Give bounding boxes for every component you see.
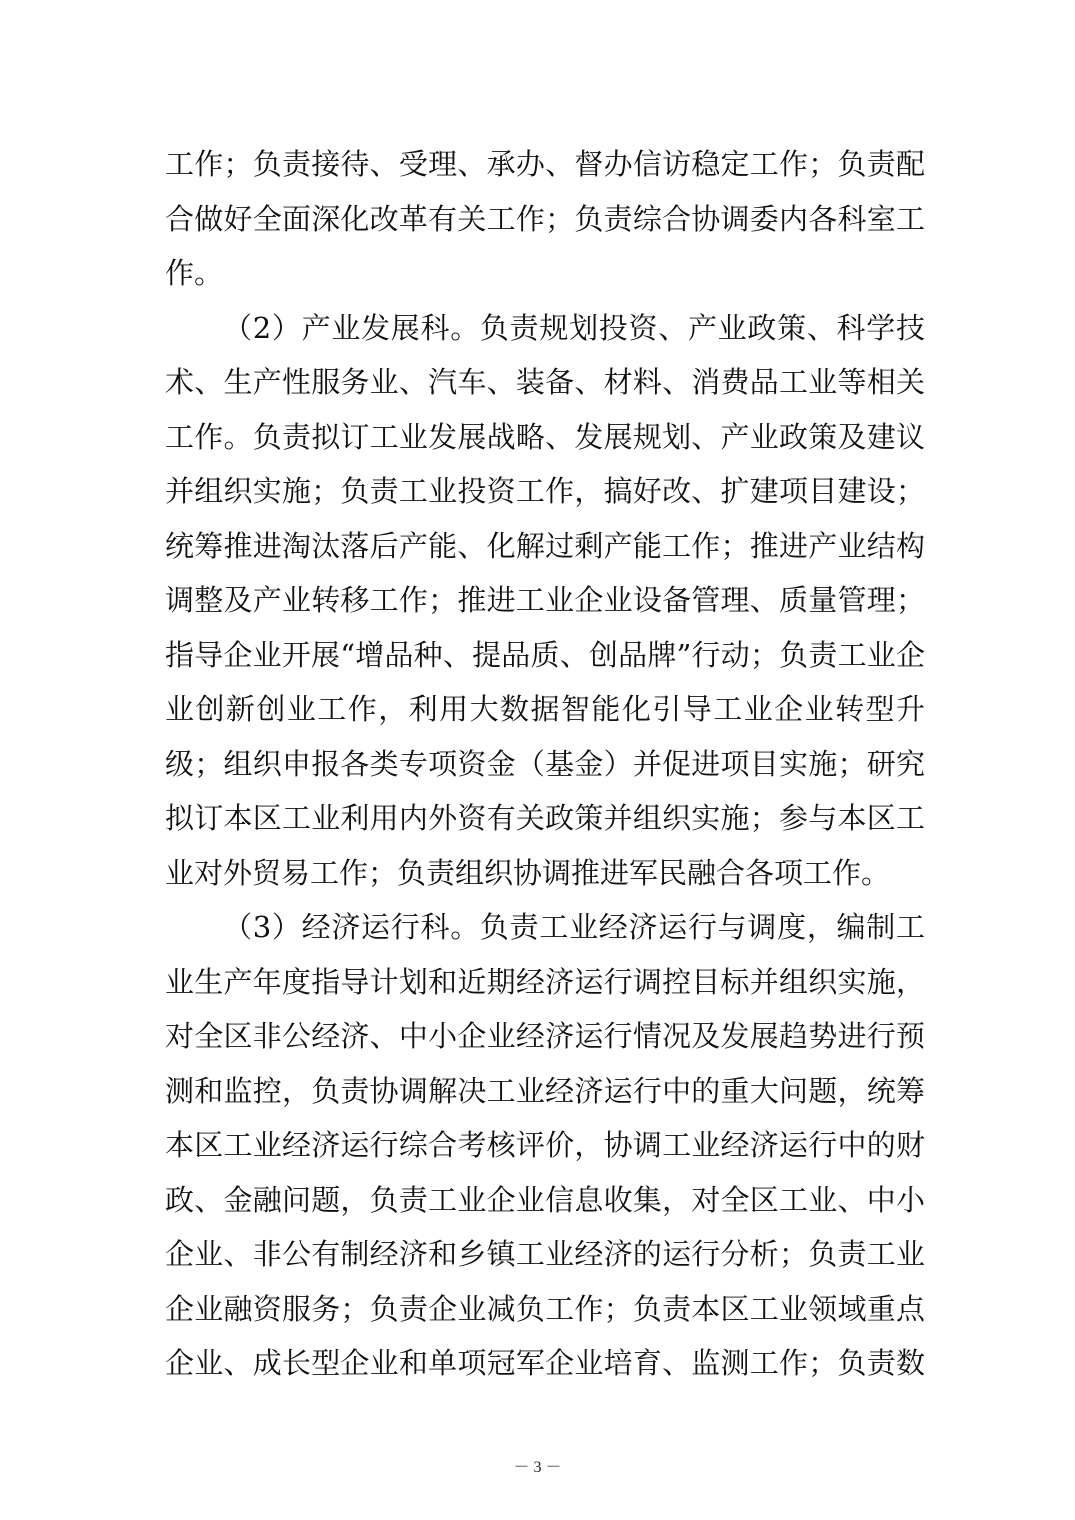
text-line: 政、金融问题，负责工业企业信息收集，对全区工业、中小 [165,1182,925,1217]
text-line: 企业、非公有制经济和乡镇工业经济的运行分析；负责工业 [165,1237,925,1271]
text-line: 企业、成长型企业和单项冠军企业培育、监测工作；负责数 [165,1346,925,1380]
text-line: 业生产年度指导计划和近期经济运行调控目标并组织实施， [165,964,925,999]
paragraph-heading-line: （3）经济运行科。负责工业经济运行与调度，编制工 [223,910,925,944]
text-line: 指导企业开展“增品种、提品质、创品牌”行动；负责工业企 [165,637,925,672]
text-line: 工作；负责接待、受理、承办、督办信访稳定工作；负责配 [165,147,925,181]
text-line: 合做好全面深化改革有关工作；负责综合协调委内各科室工 [165,201,925,236]
text-line: 本区工业经济运行综合考核评价，协调工业经济运行中的财 [165,1128,925,1162]
text-line: 并组织实施；负责工业投资工作，搞好改、扩建项目建设； [165,474,925,508]
text-line: 作。 [165,256,224,290]
text-line: 术、生产性服务业、汽车、装备、材料、消费品工业等相关 [165,365,925,399]
text-line: 拟订本区工业利用内外资有关政策并组织实施；参与本区工 [165,801,925,835]
text-line: 企业融资服务；负责企业减负工作；负责本区工业领域重点 [165,1291,925,1326]
text-line: 统筹推进淘汰落后产能、化解过剩产能工作；推进产业结构 [165,528,925,563]
text-line: 调整及产业转移工作；推进工业企业设备管理、质量管理； [165,583,925,617]
page-number: － 3 － [513,1459,562,1476]
text-line: 业对外贸易工作；负责组织协调推进军民融合各项工作。 [165,855,891,890]
paragraph-heading-line: （2）产业发展科。负责规划投资、产业政策、科学技 [223,310,925,345]
text-line: 业创新创业工作，利用大数据智能化引导工业企业转型升 [165,692,925,726]
text-line: 测和监控，负责协调解决工业经济运行中的重大问题，统筹 [165,1073,925,1108]
text-line: 对全区非公经济、中小企业经济运行情况及发展趋势进行预 [165,1019,925,1053]
body-text [165,137,925,1391]
text-line: 级；组织申报各类专项资金（基金）并促进项目实施；研究 [165,746,925,781]
text-line: 工作。负责拟订工业发展战略、发展规划、产业政策及建议 [165,419,925,454]
